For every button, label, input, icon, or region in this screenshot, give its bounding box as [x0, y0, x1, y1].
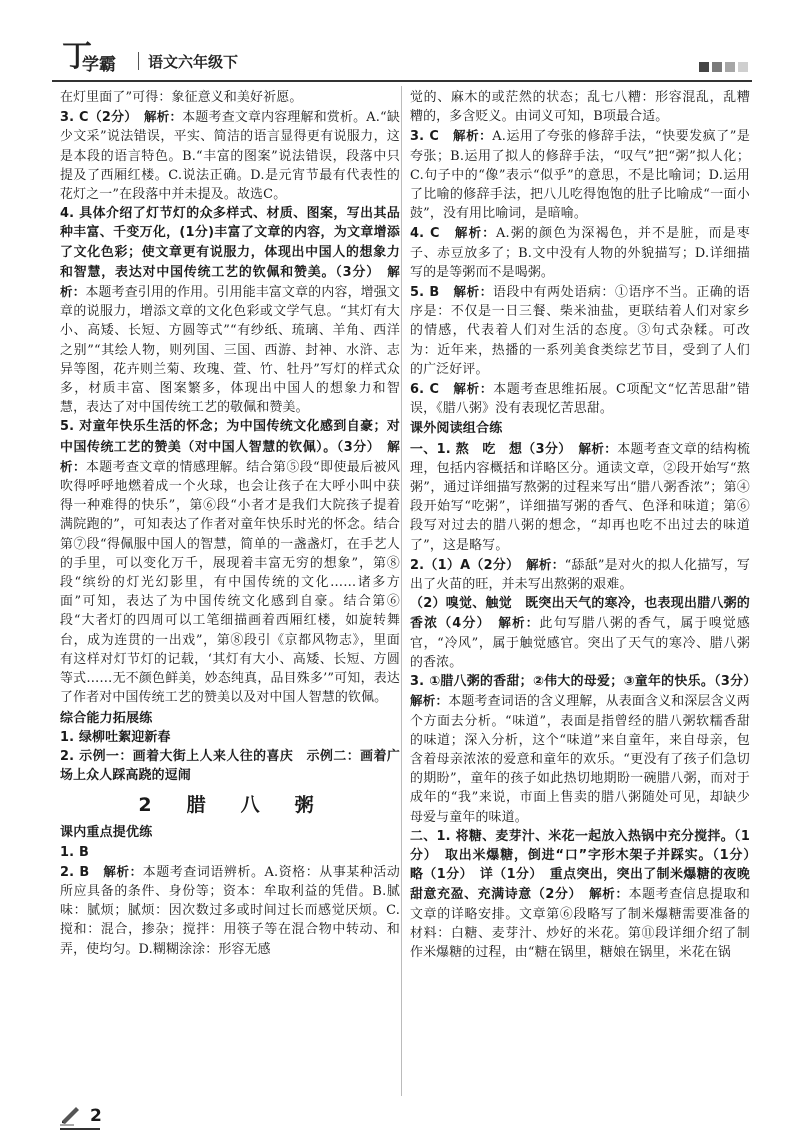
answer-item: 5. B 解析：语段中有两处语病：①语序不当。正确的语序是：不仅是一日三餐、柴米油盐，更联结着人们对家乡的情感，代表着人们对生活的态度。③句式杂糅。可改为：近年来，热播的一系列美食类综艺节目，受到了人们的广泛好评。 — [410, 284, 750, 377]
lesson-title: 2 腊 八 粥 — [138, 794, 322, 817]
pencil-icon — [60, 1106, 84, 1126]
footer-rule — [60, 1128, 100, 1130]
section-heading: 综合能力拓展练 — [60, 710, 153, 726]
answer-text: 在灯里面了”可得：象征意义和美好祈愿。 — [60, 90, 303, 105]
header-block — [725, 62, 735, 72]
answer-item: 3. ①腊八粥的香甜；②伟大的母爱；③童年的快乐。（3分） 解析：本题考查词语的含义理解，从表面含义和深层含义两个方面去分析。“味道”，表面是指曾经的腊八粥软糯香甜的味道；深入分析，这个“味道”来自童年，来自母亲，包含着母亲浓浓的爱意和童年的欢乐。“更没有了孩子们急切的期盼”，童年的孩子如此热切地期盼一碗腊八粥，而对于成年的“我”来说，市面上售卖的腊八粥随处可见，却缺少母爱与童年的味道。 — [410, 674, 750, 825]
logo-icon: 丁 — [62, 39, 92, 74]
answer-item: 6. C 解析：本题考查思维拓展。C项配文“忆苦思甜”错误，《腊八粥》没有表现忆苦思甜。 — [410, 381, 750, 417]
answer-item: 3. C 解析：A.运用了夸张的修辞手法，“快要发疯了”是夸张；B.运用了拟人的修辞手法，“叹气”把“粥”拟人化；C.句子中的“像”表示“似乎”的意思，不是比喻词；D.运用了比喻的修辞手法，把八儿吃得饱饱的肚子比喻成“一面小鼓”，没有用比喻词，是暗喻。 — [410, 128, 751, 222]
answer-item: 2.（1）A（2分） 解析：“舔舐”是对火的拟人化描写，写出了火苗的旺，并未写出熬粥的艰难。 — [410, 556, 750, 593]
page-number: 2 — [90, 1106, 102, 1126]
answer-item: 4. 具体介绍了灯节灯的众多样式、材质、图案，写出其品种丰富、千变万化，(1分)丰富了文章的内容，为文章增添了文化色彩；使文章更有说服力，体现出中国人的想象力和智慧，表达对中国传统工艺的钦佩和赞美。（3分） 解析：本题考查引用的作用。引用能丰富文章的内容，增强文章的说服力，增添文章的文化色彩或文学气息。“其灯有大小、高矮、长短、方圆等式”“有纱纸、琉璃、羊角、西洋之别”“其绘人物，则列国、三国、西游、封神、水浒、志异等图，花卉则兰菊、玫瑰、萱、竹、牡丹”写灯的样式众多，材质丰富、图案繁多，体现出中国人的想象力和智慧，表达了对中国传统工艺的敬佩和赞美。 — [60, 206, 400, 416]
answer-item: 4. C 解析：A.粥的颜色为深褐色，并不是脏，而是枣子、赤豆放多了；B.文中没有人物的外貌描写；D.详细描写的是等粥而不是喝粥。 — [410, 225, 750, 280]
answer-item: 2. 示例一：画着大街上人来人往的喜庆 示例二：画着广场上众人踩高跷的逗闹 — [60, 748, 400, 784]
header-divider — [138, 52, 139, 70]
header-block — [738, 62, 748, 72]
page-footer — [60, 1104, 180, 1130]
answer-item: 1. B — [60, 844, 89, 860]
left-column — [60, 88, 400, 959]
section-heading: 课外阅读组合练 — [410, 421, 503, 437]
header-rule — [52, 80, 752, 82]
answer-item: 二、1. 将糖、麦芽汁、米花一起放入热锅中充分搅拌。（1分） 取出米爆糖，倒进“口”字形木架子并踩实。（1分） 略（1分） 详（1分） 重点突出，突出了制米爆糖的夜晚甜意充盈、充满诗意（2分） 解析：本题考查信息提取和文章的详略安排。文章第⑥段略写了制米爆糖需要准备的材料：白糖、麦芽汁、炒好的米花。第⑪段详细介绍了制作米爆糖的过程，由“糖在锅里，糖娘在锅里，米花在锅 — [410, 828, 764, 960]
answer-item: 2. B 解析：本题考查词语辨析。A.资格：从事某种活动所应具备的条件、身份等；资本：牟取利益的凭借。B.腻味：腻烦；腻烦：因次数过多或时间过长而感觉厌烦。C.搅和：混合，掺杂；搅拌：用筷子等在混合物中转动、和弄，使均匀。D.糊糊涂涂：形容无感 — [60, 863, 401, 957]
answer-item: 1. 绿柳吐絮迎新春 — [60, 729, 171, 745]
brand-name: 学霸 — [82, 55, 116, 75]
section-heading: 课内重点提优练 — [60, 825, 153, 841]
book-title: 语文六年级下 — [148, 53, 239, 71]
answer-text: 觉的、麻木的或茫然的状态；乱七八糟：形容混乱，乱糟糟的，多含贬义。由词义可知，B项最合适。 — [410, 90, 750, 125]
answer-item: 一、1. 熬 吃 想（3分） 解析：本题考查文章的结构梳理，包括内容概括和详略区分。通读文章，②段开始写“熬粥”，通过详细描写熬粥的过程来写出“腊八粥香浓”；第④段开始写“吃粥”，详细描写粥的香气、色泽和味道；第⑥段写对过去的腊八粥的想念，“却再也吃不出过去的味道了”，这是略写。 — [410, 440, 751, 553]
page-header — [52, 40, 752, 76]
answer-item: 3. C（2分） 解析：本题考查文章内容理解和赏析。A.“缺少文采”说法错误，平实、简洁的语言显得更有说服力，这是本段的语言特色。B.“丰富的图案”说法错误，段落中只提及了西厢红楼。C.说法正确。D.是元宵节最有代表性的花灯之一”在段落中并未提及。故选C。 — [60, 109, 400, 203]
answer-item: （2）嗅觉、触觉 既突出天气的寒冷，也表现出腊八粥的香浓（4分） 解析：此句写腊八粥的香气，属于嗅觉感官，“冷风”，属于触觉感官。突出了天气的寒冷、腊八粥的香浓。 — [410, 596, 751, 670]
answer-item: 5. 对童年快乐生活的怀念；为中国传统文化感到自豪；对中国传统工艺的赞美（对中国人智慧的钦佩）。（3分） 解析：本题考查文章的情感理解。结合第⑤段“即使最后被风吹得呼呼地燃着成一个火球，也会让孩子在大呼小叫中获得一种难得的快乐”，第⑥段“小者才是我们大院孩子提着满院跑的”，可知表达了作者对童年快乐时光的怀念。结合第⑦段“得佩服中国人的智慧，简单的一盏盏灯，在手艺人的手里，可以变化万千，展现着丰富无穷的想象”，第⑧段“缤纷的灯光幻影里，有中国传统的文化……诸多方面”可知，表达了为中国传统文化感到自豪。结合第⑥段“大者灯的四周可以工笔细描画着西厢红楼，如旋转舞台，成为连贯的一出戏”，第⑧段引《京都风物志》，里面有这样对灯节灯的记载，‘其灯有大小、高矮、长短、方圆等式……无不颜色鲜美，妙态纯真，品目殊多’”可知，表达了作者对中国传统工艺的赞美以及对中国人智慧的钦佩。 — [60, 419, 401, 706]
right-column — [410, 88, 764, 962]
header-block — [699, 62, 709, 72]
column-divider — [401, 86, 402, 1096]
header-decoration — [699, 62, 748, 72]
header-block — [712, 62, 722, 72]
